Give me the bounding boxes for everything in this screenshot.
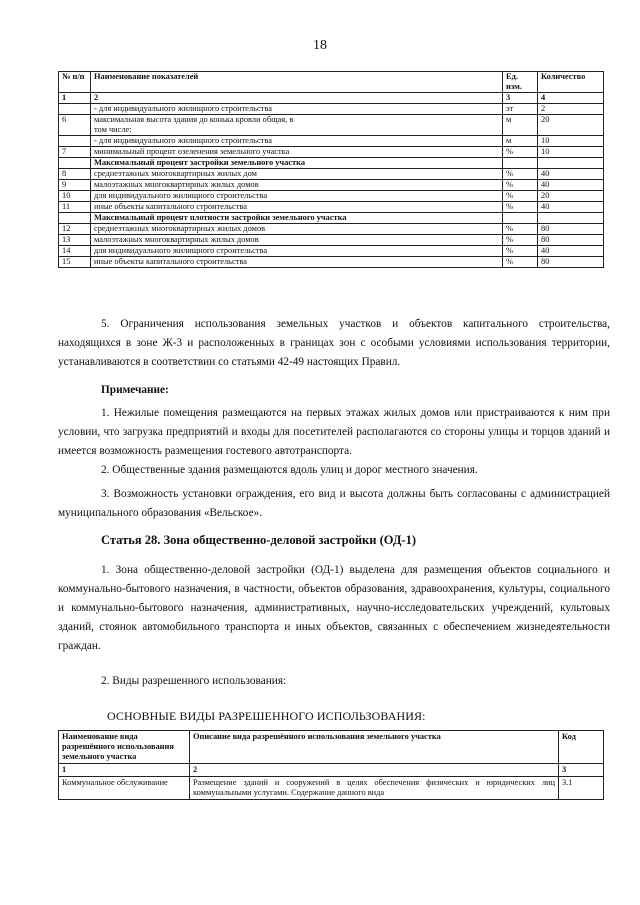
table-row <box>59 180 604 191</box>
header-type-name: Наименование вида разрешённого использования земельного участка <box>59 731 190 764</box>
row-unit: % <box>503 169 538 180</box>
row-name: иные объекты капитального строительства <box>91 202 503 213</box>
row-type-name: Коммунальное обслуживание <box>59 777 190 800</box>
table-row <box>59 235 604 246</box>
row-unit: % <box>503 257 538 268</box>
row-description: Размещение зданий и сооружений в целях обеспечения физических и юридических лиц коммунальными услугами. Содержание данного вида <box>190 777 559 800</box>
land-use-table <box>58 730 604 800</box>
row-name: для индивидуального жилищного строительства <box>91 191 503 202</box>
row-num: 11 <box>59 202 91 213</box>
row-num <box>59 136 91 147</box>
table-row <box>59 246 604 257</box>
table-row <box>59 777 604 800</box>
row-num: 7 <box>59 147 91 158</box>
header-name: Наименование показателей <box>91 72 503 93</box>
row-name: - для индивидуального жилищного строительства <box>91 104 503 115</box>
row-qty <box>538 213 604 224</box>
row-unit: % <box>503 191 538 202</box>
row-unit: % <box>503 246 538 257</box>
col-number: 1 <box>59 764 190 777</box>
row-unit: % <box>503 180 538 191</box>
header-unit: Ед. изм. <box>503 72 538 93</box>
row-num: 10 <box>59 191 91 202</box>
row-qty: 80 <box>538 224 604 235</box>
col-number: 4 <box>538 93 604 104</box>
table-row <box>59 257 604 268</box>
col-number: 2 <box>190 764 559 777</box>
row-unit: % <box>503 235 538 246</box>
row-unit: эт <box>503 104 538 115</box>
row-num: 8 <box>59 169 91 180</box>
row-num: 6 <box>59 115 91 136</box>
row-name: минимальный процент озеленения земельного участка <box>91 147 503 158</box>
row-qty: 2 <box>538 104 604 115</box>
row-num: 12 <box>59 224 91 235</box>
header-code: Код <box>559 731 604 764</box>
row-qty: 20 <box>538 191 604 202</box>
section-row <box>59 213 604 224</box>
note-2: 2. Общественные здания размещаются вдоль улиц и дорог местного значения. <box>101 464 478 476</box>
note-3: 3. Возможность установки ограждения, его вид и высота должны быть согласованы с администрацией муниципального образования «Вельское». <box>58 488 610 519</box>
row-name: малоэтажных многоквартирных жилых домов <box>91 235 503 246</box>
col-number: 3 <box>503 93 538 104</box>
row-unit: % <box>503 202 538 213</box>
row-num: 15 <box>59 257 91 268</box>
row-name: иные объекты капитального строительства <box>91 257 503 268</box>
row-qty: 10 <box>538 136 604 147</box>
row-name: малоэтажных многоквартирных жилых домов <box>91 180 503 191</box>
row-name: среднеэтажных многоквартирных жилых дом <box>91 169 503 180</box>
table-header-row <box>59 731 604 764</box>
main-types-title: ОСНОВНЫЕ ВИДЫ РАЗРЕШЕННОГО ИСПОЛЬЗОВАНИЯ: <box>107 709 426 723</box>
row-unit: м <box>503 136 538 147</box>
col-number: 2 <box>91 93 503 104</box>
section-row <box>59 158 604 169</box>
row-unit <box>503 213 538 224</box>
row-unit: % <box>503 224 538 235</box>
table-row <box>59 104 604 115</box>
table-row <box>59 115 604 136</box>
header-description: Описание вида разрешённого использования земельного участка <box>190 731 559 764</box>
col-number: 3 <box>559 764 604 777</box>
row-num: 9 <box>59 180 91 191</box>
row-qty: 80 <box>538 235 604 246</box>
col-number: 1 <box>59 93 91 104</box>
table-row <box>59 147 604 158</box>
column-numbers-row <box>59 93 604 104</box>
row-unit: м <box>503 115 538 136</box>
paragraph-restrictions: 5. Ограничения использования земельных участков и объектов капитального строительства, находящихся в зоне Ж-3 и расположенных в границах зон с особыми условиями использования территории, устанавливаются в соответствии со статьями 42-49 настоящих Правил. <box>58 318 610 368</box>
article-paragraph-1: 1. Зона общественно-деловой застройки (ОД-1) выделена для размещения объектов социального и коммунально-бытового назначения, в частности, объектов образования, здравоохранения, культуры, социального и коммунально-бытового назначения, административных, научно-исследовательских учреждений, культовых зданий, стоянок автомобильного транспорта и иных объектов, связанных с обеспечением жизнедеятельности граждан. <box>58 564 610 652</box>
row-num <box>59 104 91 115</box>
row-code: 3.1 <box>559 777 604 800</box>
row-qty: 40 <box>538 246 604 257</box>
row-num: 14 <box>59 246 91 257</box>
section-title: Максимальный процент застройки земельного участка <box>91 158 503 169</box>
table-row <box>59 169 604 180</box>
note-title: Примечание: <box>101 384 169 396</box>
row-name: среднеэтажных многоквартирных жилых домов <box>91 224 503 235</box>
article-paragraph-2: 2. Виды разрешенного использования: <box>101 675 287 687</box>
row-qty: 40 <box>538 169 604 180</box>
section-title: Максимальный процент плотности застройки земельного участка <box>91 213 503 224</box>
note-1: 1. Нежилые помещения размещаются на первых этажах жилых домов или пристраиваются к ним при условии, что загрузка предприятий и входы для посетителей располагаются со стороны улицы и торцов зданий и имеется возможность размещения гостевого автотранспорта. <box>58 407 610 457</box>
row-num <box>59 158 91 169</box>
row-qty: 20 <box>538 115 604 136</box>
row-name: максимальная высота здания до конька кровли общая, в том числе: <box>91 115 503 136</box>
table-row <box>59 191 604 202</box>
row-qty: 40 <box>538 180 604 191</box>
row-num <box>59 213 91 224</box>
page-number: 18 <box>313 38 327 53</box>
row-name: для индивидуального жилищного строительства <box>91 246 503 257</box>
table-row <box>59 224 604 235</box>
header-qty: Количество <box>538 72 604 93</box>
table-header-row <box>59 72 604 93</box>
table-row <box>59 202 604 213</box>
article-title: Статья 28. Зона общественно-деловой застройки (ОД-1) <box>101 533 417 547</box>
header-num: № п/п <box>59 72 91 93</box>
row-name: - для индивидуального жилищного строительства <box>91 136 503 147</box>
table-row <box>59 136 604 147</box>
indicators-table <box>58 71 604 268</box>
row-qty: 40 <box>538 202 604 213</box>
row-qty: 80 <box>538 257 604 268</box>
column-numbers-row <box>59 764 604 777</box>
row-unit: % <box>503 147 538 158</box>
row-num: 13 <box>59 235 91 246</box>
row-unit <box>503 158 538 169</box>
row-qty: 10 <box>538 147 604 158</box>
row-qty <box>538 158 604 169</box>
